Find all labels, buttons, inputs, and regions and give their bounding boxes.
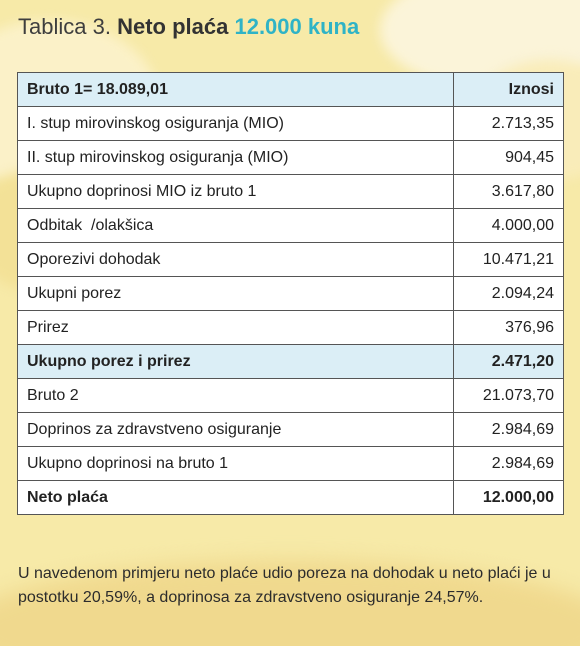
table-row <box>18 379 564 413</box>
row-label: Oporezivi dohodak <box>18 243 454 277</box>
row-value: 2.984,69 <box>454 447 564 481</box>
title-label: Neto plaća <box>117 14 229 39</box>
row-label: Ukupni porez <box>18 277 454 311</box>
row-value: 904,45 <box>454 141 564 175</box>
table-row-net-salary <box>18 481 564 515</box>
row-label: Ukupno doprinosi MIO iz bruto 1 <box>18 175 454 209</box>
row-label: Doprinos za zdravstveno osiguranje <box>18 413 454 447</box>
row-label: Prirez <box>18 311 454 345</box>
table-row <box>18 413 564 447</box>
row-value: 2.471,20 <box>454 345 564 379</box>
table-row <box>18 141 564 175</box>
row-value: 2.984,69 <box>454 413 564 447</box>
row-label: Neto plaća <box>18 481 454 515</box>
header-label: Bruto 1= 18.089,01 <box>18 73 454 107</box>
row-label: I. stup mirovinskog osiguranja (MIO) <box>18 107 454 141</box>
table-header-row <box>18 73 564 107</box>
table-row <box>18 107 564 141</box>
row-value: 4.000,00 <box>454 209 564 243</box>
table-row <box>18 311 564 345</box>
footnote-text: U navedenom primjeru neto plaće udio poreza na dohodak u neto plaći je u postotku 20,59%, a doprinosa za zdravstveno osiguranje 24,57%. <box>18 565 551 606</box>
row-value: 2.713,35 <box>454 107 564 141</box>
table-row <box>18 175 564 209</box>
table-row <box>18 209 564 243</box>
table-row <box>18 243 564 277</box>
row-value: 3.617,80 <box>454 175 564 209</box>
row-value: 376,96 <box>454 311 564 345</box>
row-label: Ukupno porez i prirez <box>18 345 454 379</box>
table-row-total-tax <box>18 345 564 379</box>
row-label: Ukupno doprinosi na bruto 1 <box>18 447 454 481</box>
row-value: 21.073,70 <box>454 379 564 413</box>
row-label: II. stup mirovinskog osiguranja (MIO) <box>18 141 454 175</box>
table-number: Tablica 3. <box>18 14 111 39</box>
row-label: Bruto 2 <box>18 379 454 413</box>
table-row <box>18 277 564 311</box>
row-value: 10.471,21 <box>454 243 564 277</box>
header-value: Iznosi <box>454 73 564 107</box>
row-label: Odbitak /olakšica <box>18 209 454 243</box>
table-title <box>18 14 359 40</box>
title-amount: 12.000 kuna <box>234 14 360 39</box>
table-row <box>18 447 564 481</box>
row-value: 12.000,00 <box>454 481 564 515</box>
row-value: 2.094,24 <box>454 277 564 311</box>
salary-table <box>17 72 564 515</box>
